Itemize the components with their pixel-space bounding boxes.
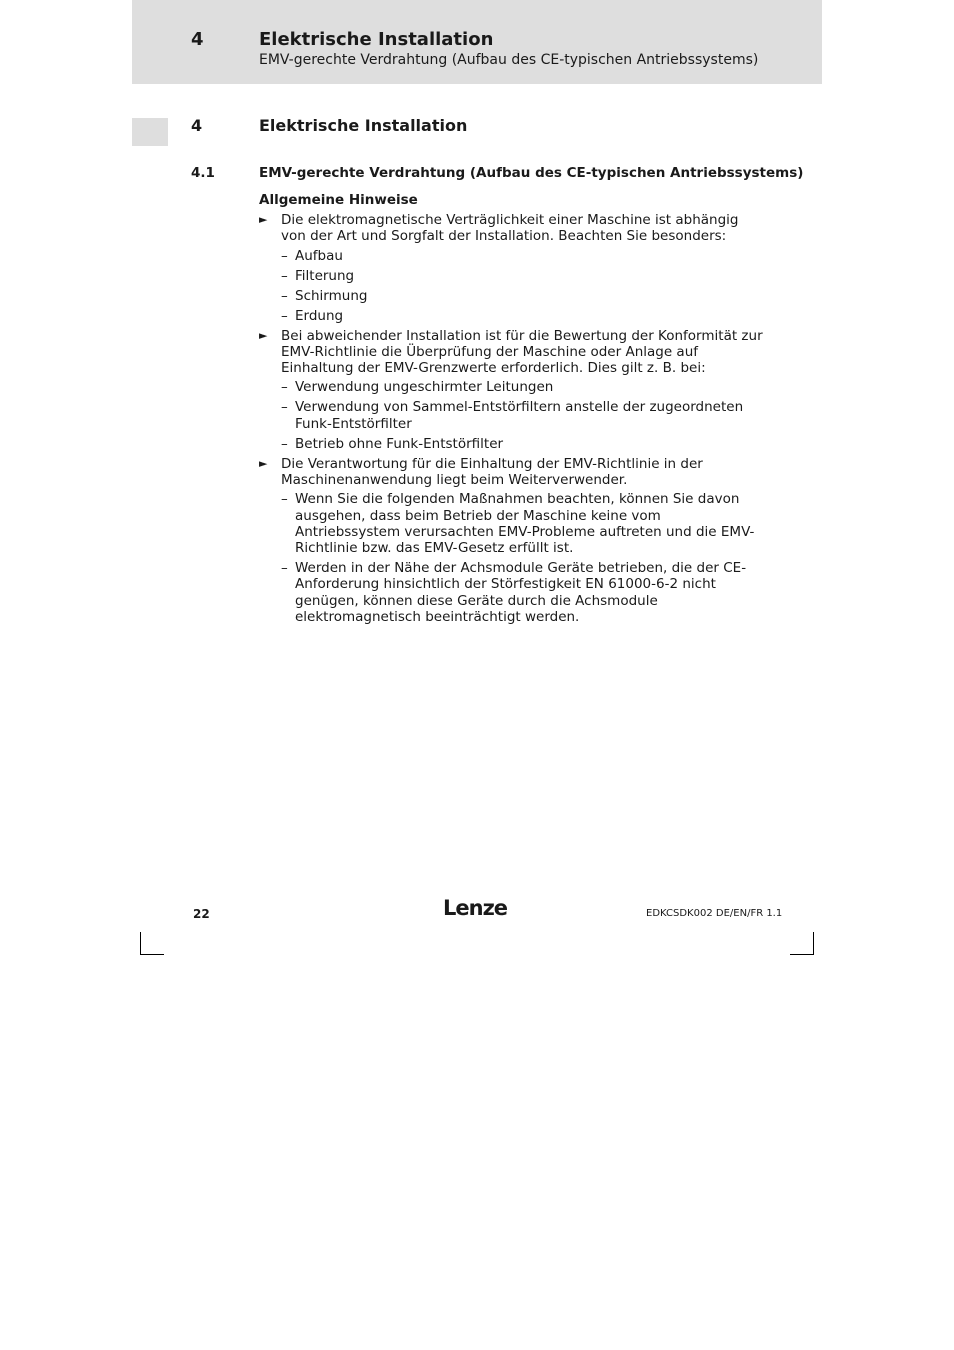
general-notes-heading: Allgemeine Hinweise (259, 192, 418, 208)
dash-icon: – (281, 435, 288, 452)
bullet-item (259, 212, 764, 245)
sub-item (259, 491, 764, 556)
section-title: Elektrische Installation (259, 116, 468, 135)
bullet-arrow-icon: ► (259, 328, 268, 342)
sub-item-text: Filterung (295, 267, 355, 284)
sub-item-text: Verwendung von Sammel-Entstörfiltern anstelle der zugeordneten Funk-Entstörfilter (295, 399, 744, 432)
bullet-item (259, 456, 764, 489)
sub-item (259, 288, 764, 304)
dash-icon: – (281, 307, 288, 324)
chapter-side-tab (132, 118, 168, 146)
sub-item-text: Verwendung ungeschirmter Leitungen (295, 379, 554, 396)
dash-icon: – (281, 287, 288, 304)
header-chapter-title: Elektrische Installation (259, 29, 494, 50)
bullet-text: Die Verantwortung für die Einhaltung der EMV-Richtlinie in der Maschinenanwendung liegt beim Weiterverwender. (281, 455, 703, 488)
header-subtitle: EMV-gerechte Verdrahtung (Aufbau des CE-typischen Antriebssystems) (259, 52, 759, 68)
sub-item (259, 560, 764, 625)
dash-icon: – (281, 491, 288, 508)
crop-mark-left-horizontal (140, 954, 164, 955)
subsection-number: 4.1 (191, 165, 215, 181)
sub-item-text: Wenn Sie die folgenden Maßnahmen beachten, können Sie davon ausgehen, dass beim Betrieb der Maschine keine vom Antriebssystem verursachten EMV-Probleme auftreten und die EMV-Richtlinie bzw. das EMV-Gesetz erfüllt ist. (295, 491, 755, 557)
crop-mark-left-vertical (140, 932, 141, 955)
dash-icon: – (281, 399, 288, 416)
bullet-item (259, 328, 764, 377)
sub-item-text: Betrieb ohne Funk-Entstörfilter (295, 435, 504, 452)
header-chapter-number: 4 (191, 29, 204, 50)
dash-icon: – (281, 247, 288, 264)
crop-mark-right-horizontal (790, 954, 814, 955)
sub-item (259, 399, 764, 432)
section-number: 4 (191, 116, 203, 135)
crop-mark-right-vertical (813, 932, 814, 955)
dash-icon: – (281, 379, 288, 396)
sub-item-text: Schirmung (295, 287, 368, 304)
subsection-title: EMV-gerechte Verdrahtung (Aufbau des CE-typischen Antriebssystems) (259, 165, 804, 181)
sub-item-text: Aufbau (295, 247, 343, 264)
bullet-arrow-icon: ► (259, 213, 268, 226)
sub-item (259, 268, 764, 284)
sub-item-text: Werden in der Nähe der Achsmodule Geräte betrieben, die der CE-Anforderung hinsichtlich der Störfestigkeit EN 61000-6-2 nicht genügen, können diese Geräte durch die Achsmodule elektromagnetisch beeinträchtigt werden. (295, 560, 747, 626)
sub-item (259, 379, 764, 395)
bullet-list (259, 212, 764, 629)
lenze-logo: Lenze (443, 896, 508, 920)
dash-icon: – (281, 560, 288, 577)
bullet-arrow-icon: ► (259, 456, 268, 470)
dash-icon: – (281, 267, 288, 284)
sub-item-text: Erdung (295, 307, 344, 324)
sub-item (259, 308, 764, 324)
bullet-text: Die elektromagnetische Verträglichkeit einer Maschine ist abhängig von der Art und Sorgfalt der Installation. Beachten Sie besonders: (281, 212, 739, 245)
bullet-text: Bei abweichender Installation ist für die Bewertung der Konformität zur EMV-Richtlinie die Überprüfung der Maschine oder Anlage auf Einhaltung der EMV-Grenzwerte erforderlich. Dies gilt z. B. bei: (281, 327, 763, 377)
page-number: 22 (193, 907, 210, 921)
sub-item (259, 248, 764, 264)
sub-item (259, 436, 764, 452)
document-id: EDKCSDK002 DE/EN/FR 1.1 (646, 908, 783, 919)
